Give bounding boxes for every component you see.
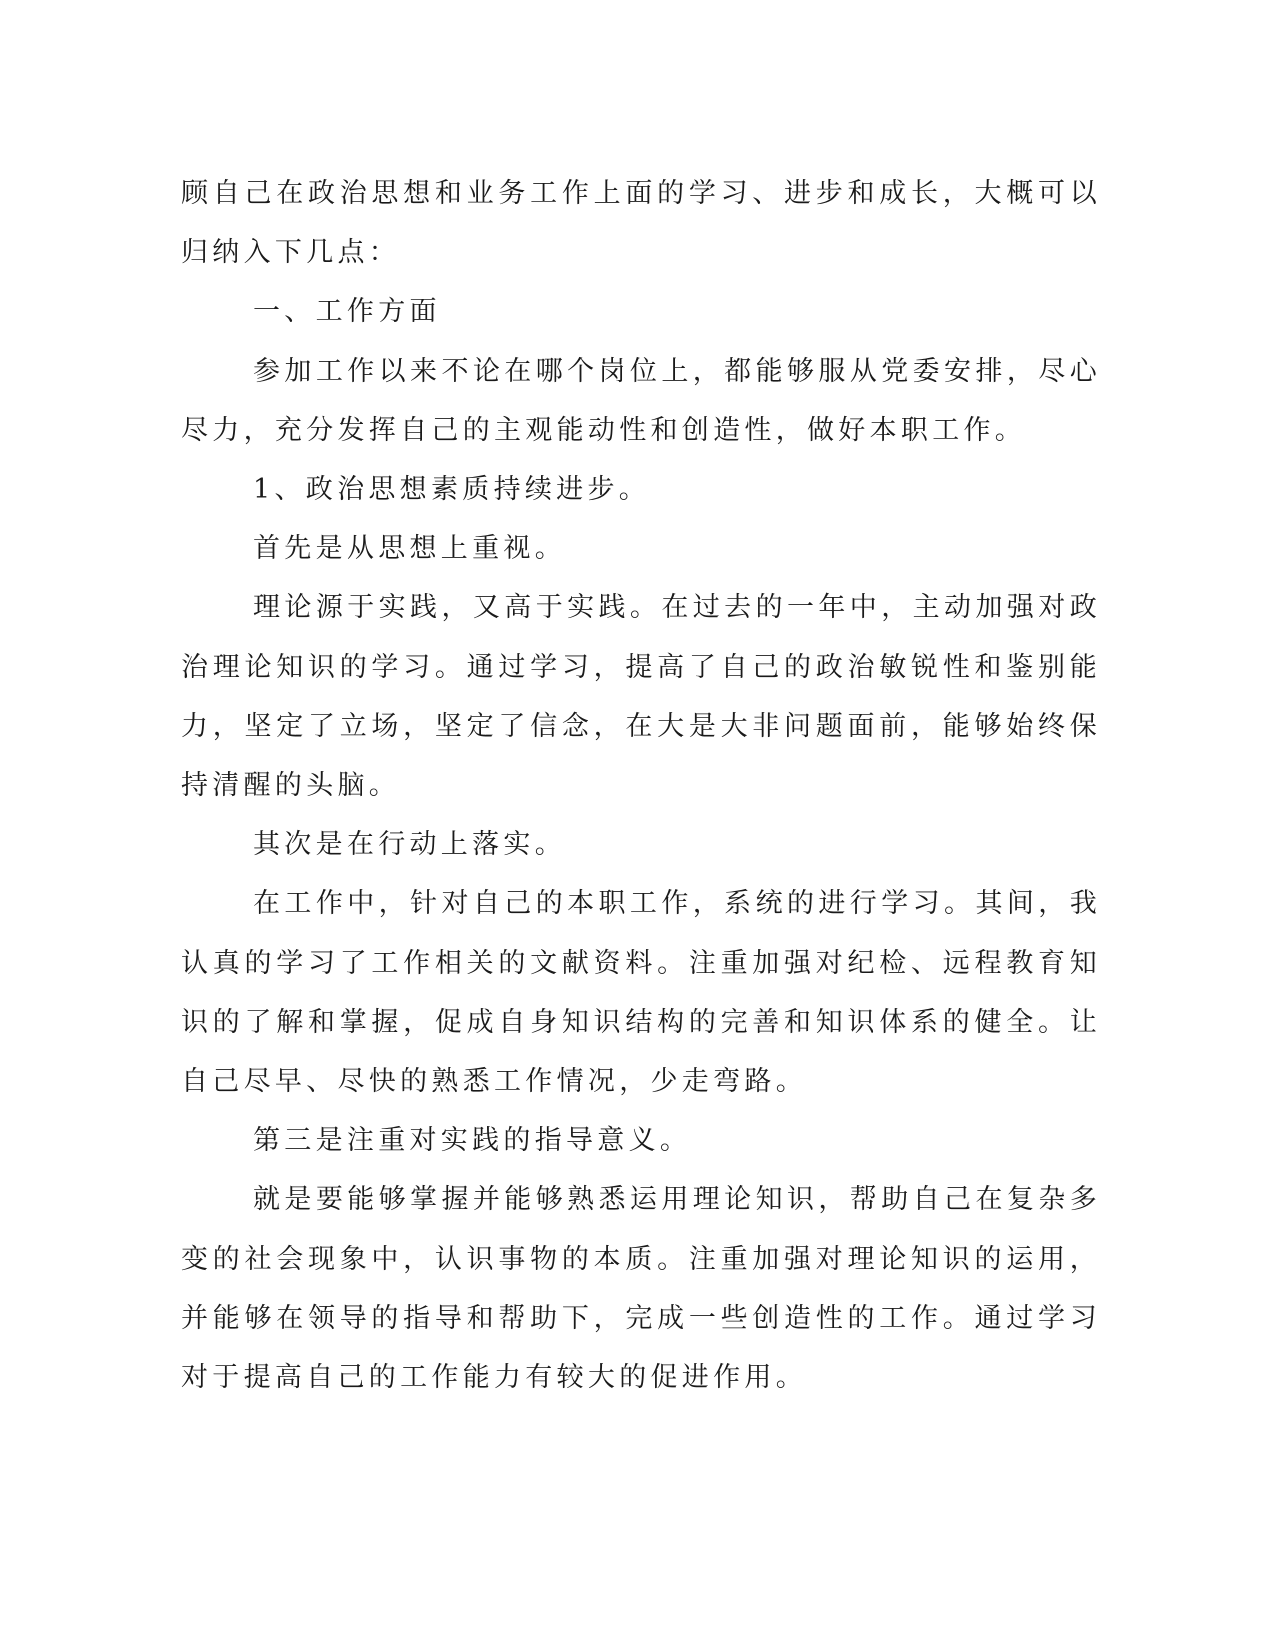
paragraph-continuation: 顾自己在政治思想和业务工作上面的学习、进步和成长，大概可以归纳入下几点： [181,178,1101,269]
paragraph-third-point: 第三是注重对实践的指导意义。 [253,1125,692,1157]
paragraph-practice: 就是要能够掌握并能够熟悉运用理论知识，帮助自己在复杂多变的社会现象中，认识事物的本质。注重加强对理论知识的运用，并能够在领导的指导和帮助下，完成一些创造性的工作。通过学习对于提高自己的工作能力有较大的促进作用。 [181,1184,1101,1394]
paragraph-second-point: 其次是在行动上落实。 [253,829,566,861]
paragraph-first-point: 首先是从思想上重视。 [253,533,566,565]
section-heading-work: 一、工作方面 [253,296,441,328]
paragraph-work-study: 在工作中，针对自己的本职工作，系统的进行学习。其间，我认真的学习了工作相关的文献资料。注重加强对纪检、远程教育知识的了解和掌握，促成自身知识结构的完善和知识体系的健全。让自己尽早、尽快的熟悉工作情况，少走弯路。 [181,888,1101,1098]
paragraph-work-intro: 参加工作以来不论在哪个岗位上，都能够服从党委安排，尽心尽力，充分发挥自己的主观能动性和创造性，做好本职工作。 [181,355,1101,446]
document-body [181,164,1101,1407]
paragraph-theory-study: 理论源于实践，又高于实践。在过去的一年中，主动加强对政治理论知识的学习。通过学习，提高了自己的政治敏锐性和鉴别能力，坚定了立场，坚定了信念，在大是大非问题面前，能够始终保持清醒的头脑。 [181,592,1101,802]
subheading-political-quality: 1、政治思想素质持续进步。 [253,474,651,506]
